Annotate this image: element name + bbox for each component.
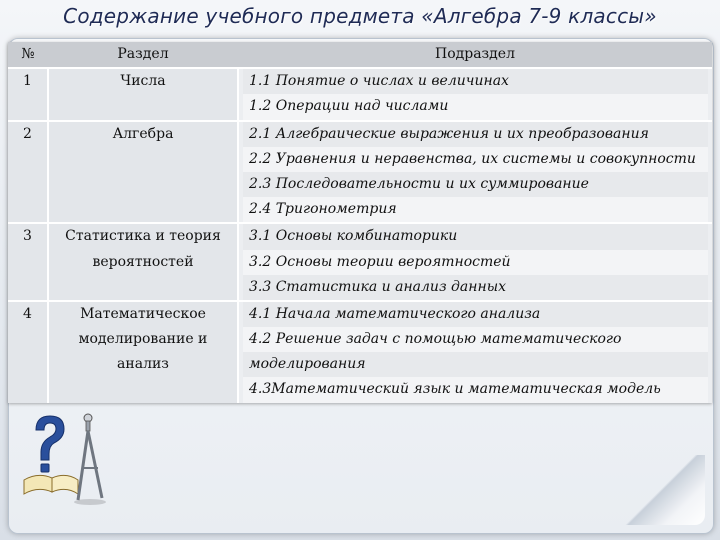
row-subsections (238, 121, 712, 224)
subsection-item: 3.3 Статистика и анализ данных (243, 275, 708, 300)
row-subsections (238, 301, 712, 403)
header-subsection: Подраздел (238, 42, 712, 68)
row-section (48, 121, 238, 224)
question-compass-illustration (22, 408, 112, 508)
subsection-item: 4.2 Решение задач с помощью математического (243, 327, 708, 352)
row-num: 2 (8, 121, 48, 224)
table-header-row (8, 42, 712, 68)
subsection-item: 3.1 Основы комбинаторики (243, 224, 708, 249)
row-num: 1 (8, 68, 48, 120)
section-line: Математическое (80, 305, 206, 322)
header-num: № (8, 42, 48, 68)
subsection-item: 2.1 Алгебраические выражения и их преобразования (243, 122, 708, 147)
section-line: моделирование и (78, 331, 208, 348)
subsection-item: 3.2 Основы теории вероятностей (243, 250, 708, 275)
table-row (8, 68, 712, 120)
book-icon (24, 475, 78, 494)
table-row (8, 121, 712, 224)
section-line: Статистика и теория (65, 228, 221, 245)
row-num: 4 (8, 301, 48, 403)
slide-title: Содержание учебного предмета «Алгебра 7-9 классы» (63, 4, 657, 28)
subsection-item: 1.2 Операции над числами (243, 94, 708, 119)
row-num: 3 (8, 223, 48, 301)
page-curl (615, 455, 705, 525)
compass-icon (74, 414, 106, 505)
subsection-item: 2.4 Тригонометрия (243, 197, 708, 222)
row-section (48, 68, 238, 120)
row-section (48, 301, 238, 403)
curriculum-table (8, 42, 712, 403)
row-section (48, 223, 238, 301)
row-subsections (238, 68, 712, 120)
section-line: Алгебра (112, 125, 174, 142)
subsection-item: 2.3 Последовательности и их суммирование (243, 172, 708, 197)
question-mark-icon (36, 416, 64, 472)
section-line: вероятностей (92, 253, 194, 270)
section-line: анализ (117, 356, 169, 373)
subsection-item: 2.2 Уравнения и неравенства, их системы и совокупности (243, 147, 708, 172)
row-subsections (238, 223, 712, 301)
section-line: Числа (120, 73, 166, 90)
table-row (8, 223, 712, 301)
subsection-item: 4.3Математический язык и математическая модель (243, 377, 708, 402)
subsection-item: 1.1 Понятие о числах и величинах (243, 69, 708, 94)
subsection-item: моделирования (243, 352, 708, 377)
header-section: Раздел (48, 42, 238, 68)
subsection-item: 4.1 Начала математического анализа (243, 302, 708, 327)
table-row (8, 301, 712, 403)
